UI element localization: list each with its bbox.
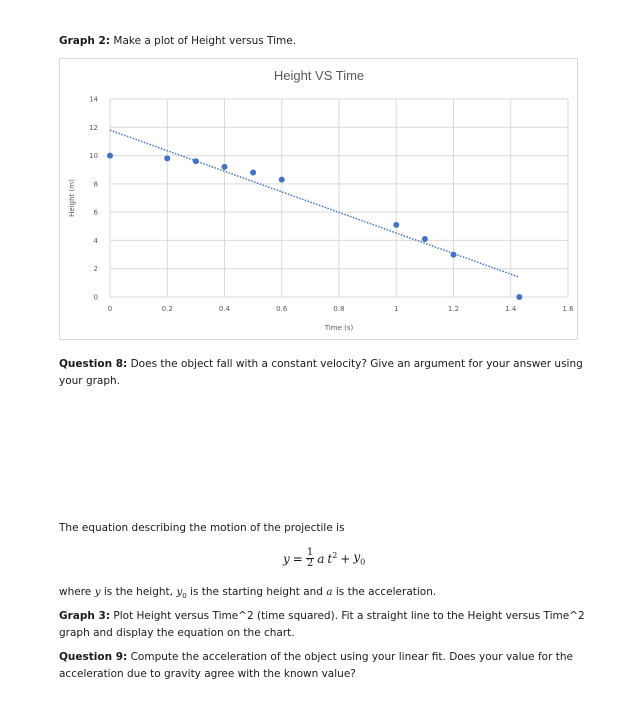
question8 bbox=[59, 356, 599, 390]
y-tick-label: 2 bbox=[93, 265, 98, 274]
graph2-prompt bbox=[59, 33, 296, 50]
eq-a: a bbox=[317, 551, 325, 566]
eq-y0: $y_0$ bbox=[353, 550, 366, 567]
question9 bbox=[59, 649, 599, 683]
x-tick-label: 0.4 bbox=[218, 305, 231, 313]
data-point bbox=[107, 153, 113, 159]
x-tick-label: 1.6 bbox=[562, 305, 574, 313]
eq-equals: = bbox=[292, 551, 303, 566]
question8-text: Does the object fall with a constant velocity? Give an argument for your answer using your graph. bbox=[59, 358, 583, 387]
question8-label: Question 8: bbox=[59, 358, 128, 370]
y-tick-label: 6 bbox=[93, 208, 98, 217]
question9-label: Question 9: bbox=[59, 651, 128, 663]
equation-intro: The equation describing the motion of the projectile is bbox=[59, 522, 345, 534]
data-point bbox=[193, 158, 199, 164]
data-point bbox=[451, 252, 457, 258]
x-tick-label: 1.4 bbox=[505, 305, 517, 313]
eq-denominator: 2 bbox=[306, 558, 314, 569]
data-point bbox=[250, 170, 256, 176]
eq-fraction bbox=[306, 548, 314, 569]
y-tick-label: 12 bbox=[89, 123, 98, 132]
data-point bbox=[516, 294, 522, 300]
data-point bbox=[164, 155, 170, 161]
y-tick-label: 0 bbox=[93, 293, 98, 302]
graph2-text: Make a plot of Height versus Time. bbox=[113, 35, 297, 47]
question9-text: Compute the acceleration of the object using your linear fit. Does your value for the acceleration due to gravity agree with the known value? bbox=[59, 651, 573, 680]
graph3-text: Plot Height versus Time^2 (time squared). Fit a straight line to the Height versus Time^2 graph and display the equation on the chart. bbox=[59, 610, 585, 639]
x-axis-label: Time (s) bbox=[324, 324, 354, 332]
eq-y: y bbox=[283, 551, 290, 566]
x-tick-label: 1.2 bbox=[447, 305, 460, 313]
eq-numerator: 1 bbox=[306, 547, 314, 558]
data-point bbox=[222, 164, 228, 170]
where-text: where y is the height, $y_0$ is the starting height and a is the acceleration. bbox=[59, 586, 437, 601]
height-vs-time-chart bbox=[59, 58, 578, 340]
x-tick-label: 0.8 bbox=[333, 305, 345, 313]
x-tick-label: 1 bbox=[394, 305, 399, 313]
x-tick-label: 0 bbox=[107, 305, 113, 313]
data-point bbox=[393, 222, 399, 228]
y-axis-label: Height (m) bbox=[68, 179, 76, 217]
trendline bbox=[110, 130, 519, 277]
y-tick-label: 8 bbox=[93, 180, 98, 189]
eq-t: $t^2$ bbox=[327, 551, 338, 566]
y-tick-label: 10 bbox=[89, 152, 98, 161]
y-tick-label: 14 bbox=[89, 95, 98, 104]
graph3-prompt bbox=[59, 608, 599, 642]
x-tick-label: 0.2 bbox=[161, 305, 173, 313]
motion-equation bbox=[283, 548, 365, 569]
chart-title: Height VS Time bbox=[273, 68, 365, 83]
y-tick-label: 4 bbox=[93, 236, 98, 245]
graph3-label: Graph 3: bbox=[59, 610, 111, 622]
data-point bbox=[422, 236, 428, 242]
chart-svg bbox=[60, 59, 577, 339]
x-tick-label: 0.6 bbox=[276, 305, 288, 313]
graph2-label: Graph 2: bbox=[59, 35, 111, 47]
eq-plus: + bbox=[340, 551, 351, 566]
data-point bbox=[279, 177, 285, 183]
